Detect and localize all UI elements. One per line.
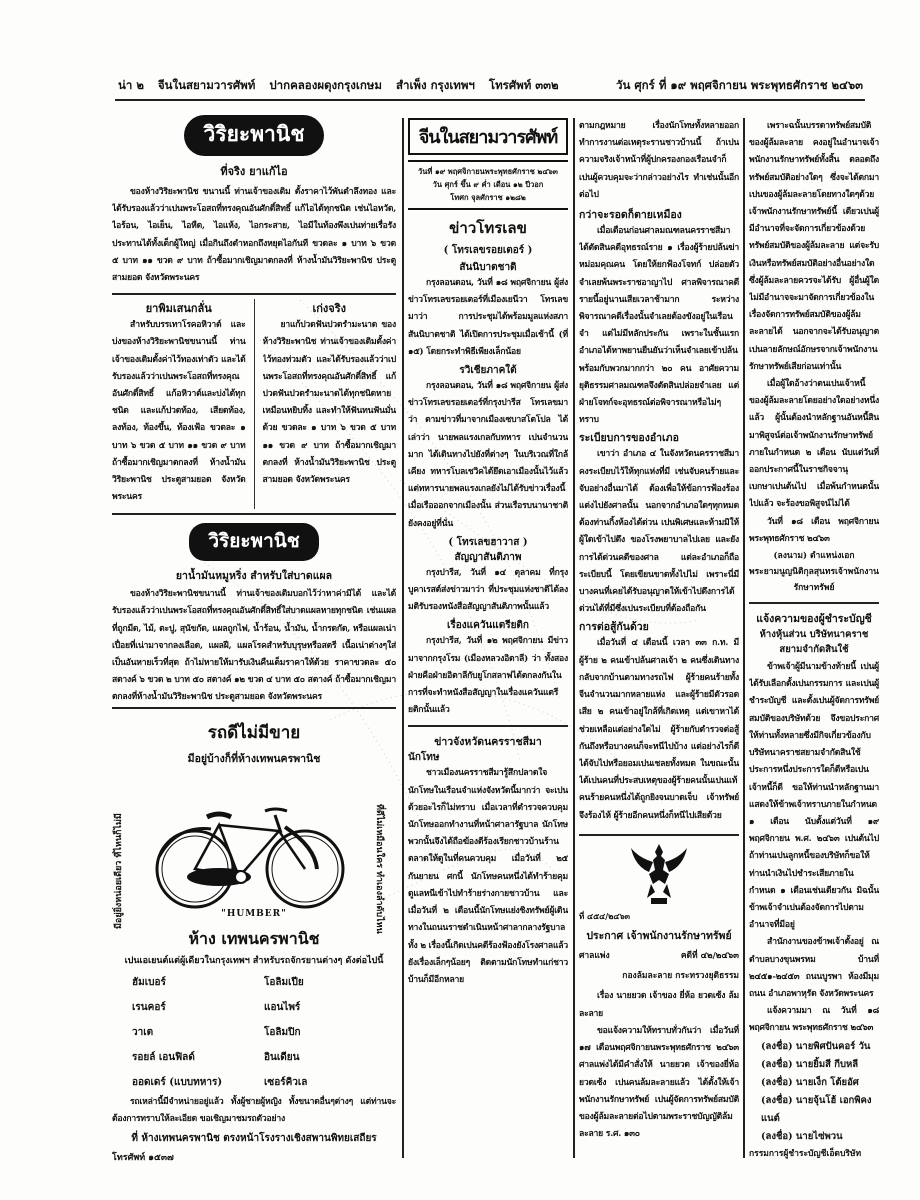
news-body: กรุงลอนดอน, วันที่ ๑๘ พฤศจิกายน ผู้ส่งข่าวโทรเลขรอยเตอร์ที่กรุงปารีส โทรเลขมาว่า ตามข่าวที่มาจากเมืองเซบาสโตโปล ได้เล่าว่า นายพลแรงเกลกับทหาร เปนจำนวนมาก ได้เดินทางไปยังที่ต่างๆ ในบริเวณที่ใกล้เคียง ทหารโบลเชวิคได้ยึดเอาเมืองนั้นไว้แล้ว แต่ทหารนายพลแรงเกลยังไม่ได้รับข่าวเรื่องนี้เมื่อเรือออกจากเมืองนั้น ส่วนเรือรบนานาชาติยังคงอยู่ที่นั่น — [408, 381, 568, 529]
ad-body: ของห้างวิริยะพานิช ขนานนี้ ท่านเจ้าของเดิม ตั้งราคาไว้พันตำลึงทอง และได้รับรองแล้วว่าเปนพระโอสถที่ทรงคุณอันศักดิ์สิทธิ์ แก้ไอได้ทุกชนิด เช่นไอหวัด, ไอร้อน, ไอเย็น, ไอหืด, ไอแห้ง, ไอกระสาย, ไอมีในท้องพึงเปนท่ายเรื่อรัง ประทานได้ทั้งเด็กผู้ใหญ่ เมื่อกินถึงตำหอกถึงหยุดไอกันที ขวดละ ๑ บาท ๖ ขวด ๕ บาท ๑๑ ขวด ๙ บาท ถ้าซื้อมากเชิญมาตกลงที่ ห้างน้ำมันวิริยะพานิช ประตูสามยอด จังหวัดพระนคร — [112, 187, 396, 284]
news-subheading: นักโทษ — [408, 752, 440, 764]
news-body: เมื่อเดือนก่อนศาลมณฑลนครราชสีมา ได้ตัดสินคดีอุทธรณ์ราย ๑ เรื่องผู้ร้ายปล้นฆ่าหม่อมคุณคน โดยให้ยกฟ้องโจทก์ ปล่อยตัวจำเลยพ้นพระราชอาญาไป ศาลพิจารณาคดีรายนี้อยู่นานเสียเวลาช้ามาก ระหว่างพิจารณาคดีเรื่องนั้นจำเลยต้องขังอยู่ในเรือนจำ แต่ไม่มีหลักประกัน เพราะในชั้นแรกอำเภอได้หาพยานยืนยันว่าเห็นจำเลยเข้าปล้นพร้อมกับพวกมากกว่า ๒๐ คน อาศัยความยุติธรรมศาลมณฑลจึงตัดสินปล่อยจำเลย แต่ฝ่ายโจทก์จะอุทธรณ์ต่อพิจารณาหรือไม่ๆ ทราบ — [579, 226, 739, 426]
ad-cough-medicine — [112, 115, 396, 287]
court: ศาลแพ่ง — [579, 951, 610, 962]
ad-body: ของห้างวิริยะพานิชขนานนี้ ท่านเจ้าของเดิมบอกไว้ว่าหาค่ามิได้ และได้รับรองแล้วว่าเปนพระโอสถที่ทรงคุณอันศักดิ์สิทธิ์ใส่บาดแผลหายทุกชนิด เช่นแผลที่ถูกมีด, ไม้, ตะปู, สุนัขกัด, แผลถูกไฟ, น้ำร้อน, น้ำมัน, น้ำกรดกัด, หรือแผลเน่าเปื่อยที่เน่ามาจากลงเลือด, แผลฝี, แผลโรคสำหรับบุรุษหรือสตรี เนื้อเน่าต่างๆใส่เป็นอันหายเร็วที่สุด ถ้าไม่หายให้มารับเงินคืนเต็มราคาให้ด้วย ราคาขวดละ ๕๐ สตางค์ ๖ ขวด ๒ บาท ๕๐ สตางค์ ๑๒ ขวด ๔ บาท ๕๐ สตางค์ ถ้าซื้อมากเชิญมาตกลงที่ห้างน้ำมันวิริยะพานิช ประตูสามยอด จังหวัดพระนคร — [112, 589, 396, 703]
ad-wound-oil — [112, 523, 396, 703]
store-phone: โทรศัพท์ ๑๕๓๗ — [112, 1152, 174, 1163]
ad-body: สำหรับบรรเทาโรคอหิวาต์ และบ่งของห้างวิริยะพานิชขนานนี้ ท่านเจ้าของเดิมตั้งค่าไว้ทองเท่าตัว และได้รับรองแล้วว่าเปนพระโอสถที่ทรงคุณอันศักดิ์สิทธิ์ แก้อหิวาต์และบ่งได้ทุกชนิด และแก้ปวดท้อง, เสียดท้อง, ลงท้อง, ท้องขึ้น, ท้องเฟ้อ ขวดละ ๑ บาท ๖ ขวด ๕ บาท ๑๑ ขวด ๙ บาท ถ้าซื้อมากเชิญมาตกลงที่ ห้างน้ำมันวิริยะพานิช ประตูสามยอด จังหวัดพระนคร — [112, 320, 246, 503]
bicycle-illustration — [147, 787, 347, 917]
ad-subtitle: ยาน้ำมันหมูหริ่ง สำหรับใส่บาดแผล — [175, 570, 333, 583]
signer-list — [749, 1038, 879, 1146]
side-text-right: ที่ดีไม่เหมือนใคร ทำเองลำดับไหน — [374, 804, 384, 934]
masthead-rule — [408, 208, 568, 210]
notice-body: เมื่อผู้ใดอ้างว่าตนเปนเจ้าหนี้ของผู้ล้มละลายโดยอย่างใดอย่างหนึ่งแล้ว ผู้นั้นต้องนำหลักฐานอันหนี้สินมาพิสูจน์ต่อเจ้าพนักงานรักษาทรัพย์ภายในกำหนด ๒ เดือน นับแต่วันที่ออกประกาศนี้ในราชกิจจานุเบกษาเปนต้นไป เมื่อพ้นกำหนดนั้นไปแล้ว จะร้องขอพิสูจน์ไม่ได้ — [749, 379, 879, 510]
lunar-date-line: วัน ศุกร์ ขึ้น ๙ ค่ำ เดือน ๑๒ ปีวอก — [432, 180, 544, 189]
model-item: วาเต — [132, 1027, 154, 1039]
ad-title: ยาพิมเสนกลั่น — [145, 302, 212, 316]
news-heading: ข่าวจังหวัดนครราชสีมา — [434, 736, 542, 749]
case-number: คดีที่ ๔๒/๒๔๖๓ — [680, 951, 739, 962]
ad-bicycle-details — [112, 953, 396, 1163]
model-item: เรนคอร์ — [132, 1002, 166, 1014]
page-number: น่า ๒ — [118, 78, 144, 92]
phone: โทรศัพท์ ๓๓๒ — [488, 78, 559, 92]
news-column — [579, 118, 739, 1178]
signer: (ลงชื่อ) นายยิ้มสี กีบหลี — [761, 1058, 859, 1070]
model-list — [112, 975, 396, 1090]
signature-block — [749, 548, 879, 596]
ad-subtitle: ที่จริง ยาแก้ไอ — [220, 165, 288, 178]
model-item: อินเดียน — [264, 1052, 300, 1064]
notice-number: ที่ ๔๕๔/๒๔๖๓ — [579, 911, 631, 922]
section-rule — [749, 602, 879, 604]
news-body: เขาว่า อำเภอ ๔ ในจังหวัดนครราชสีมาคงระเบียบไว้ให้ทุกแห่งที่มี เช่นจับคนร้ายและจับอย่างอื่นมาได้ ต้องเพื่อให้ข้อการฟ้องร้องแต่งไปยังศาลนั้น นอกจากอำเภอใดๆทุกหมด ต้องท่านกิ้งห้องได้ด่วน เปนพิเศษและห้ามมิให้ผู้ใดเข้าไปดึง ของโรงพยาบาลไปเลย และยังการได้ด่วนคดีของศาล แต่ละอำเภอก็ถือระเบียบนี้ โดยเขียนขาดทั้งไปไม่ เพราะนี่มีบางคนที่เคยได้รับอนุญาตให้เข้าไปดึงการได้ด่วนได้ที่มีซึ่งเปนระเบียบที่ต้องถือกัน — [579, 449, 739, 615]
section-rule — [112, 707, 396, 709]
news-body: ชาวเมืองนครราชสีมารู้สึกปลาดใจนักโทษในเรือนจำแห่งจังหวัดนี้มากว่า จะเปนด้วยอะไรก็ไม่ทราบ เมื่อเวลาที่ตำรวจควบคุมนักโทษออกทำงานที่หน้าศาลารัฐบาล นักโทษพวกนั้นจึงได้ถือฆ้องตีร้องเรียกชาวบ้านร้านตลาดให้ดูในที่คนควบคุม เมื่อวันที่ ๒๕ กันยายน ศกนี้ นักโทษคนหนึ่งได้ทำร้ายคุมดูแลหนีเข้าไปทำร้ายร่างกายชาวบ้าน และเมื่อวันที่ ๒ เดือนนี้นักโทษแย่งชิงทรัพย์ผู้เดินทางในถนนราชดำเนินหน้าศาลากลางรัฐบาล ทั้ง ๒ เรื่องนี้เกิดเปนคดีร้องฟ้องยังโรงศาลแล้ว ยังเรื่องเล็กๆน้อยๆ ติดตามนักโทษทำแก่ชาวบ้านก็มีอีกหลาย — [408, 768, 568, 985]
column-divider — [402, 118, 404, 1158]
brand-label: "HUMBER" — [221, 909, 287, 920]
notice-body: ข้าพเจ้าผู้มีนามข้างท้ายนี้ เปนผู้ได้รับเลือกตั้งเปนกรรมการ และเปนผู้ชำระบัญชี และตั้งเปนผู้จัดการทรัพย์สมบัติของบริษัทด้วย จึงขอประกาศให้ท่านทั้งหลายซึ่งมีกิจเกี่ยวข้องกับบริษัทนาคราชสยามจำกัดสินใช้ ประการหนึ่งประการใดก็ดีหรือเปนเจ้าหนี้ก็ดี ขอให้ท่านนำหลักฐานมาแสดงให้ข้าพเจ้าทราบภายในกำหนด ๑ เดือน นับตั้งแต่วันที่ ๑๙ พฤศจิกายน พ.ศ. ๒๔๖๓ เปนต้นไป ถ้าท่านเปนลูกหนี้ของบริษัทก็ขอให้ท่านนำเงินไปชำระเสียภายในกำหนด ๑ เดือนเช่นเดียวกัน มิฉนั้นข้าพเจ้าจำเปนต้องจัดการไปตามอำนาจที่มีอยู่ — [749, 662, 879, 931]
model-item: ฮัมเบอร์ — [132, 977, 166, 989]
notice-footer: กรรมการผู้ชำระบัญชีเอ็ดบริษัท — [749, 1148, 862, 1159]
signer: (ลงชื่อ) นายเง็ก โต้ยอัศ — [761, 1076, 859, 1088]
ad-headline: รถดีไม่มีขาย — [207, 723, 301, 744]
ad-pair — [112, 299, 396, 509]
ad-banner: วิริยะพานิช — [189, 523, 319, 561]
advertisement-column — [112, 115, 396, 1175]
ad-banner: วิริยะพานิช — [184, 115, 324, 156]
paper-title: จีนในสยามวารศัพท์ — [157, 78, 256, 92]
news-column — [408, 118, 568, 1178]
news-heading: สัญญาสันติภาพ — [454, 551, 522, 563]
ad-note: รถเหล่านี้มีจำหน่ายอยู่แล้ว ทั้งผู้ชายผู้หญิง ทั้งขนาดอื่นๆต่างๆ แต่ท่านจะต้องการทราบให้ละเอียด ขอเชิญมาชมรถตัวอย่าง — [112, 1097, 396, 1125]
ministry: กองล้มละลาย กระทรวงยุติธรรม — [622, 971, 739, 982]
ad-bicycle — [112, 719, 396, 1163]
section-subtitle: ( โทรเลขฮาวาส ) — [448, 536, 528, 548]
news-body: กรุงปารีส, วันที่ ๑๒ พฤศจิกายน มีข่าวมาจากกรุงโรม (เมืองหลวงอิตาลี) ว่า ทั้งสองฝ่ายคือฝ่ายอิตาลีกับยูโกสลาฟได้ตกลงกันในการที่จะทำหนังสือสัญญาในเรื่องแควันแตรียติกนั้นแล้ว — [408, 636, 568, 716]
notice-body: ขอแจ้งความให้ทราบทั่วกันว่า เมื่อวันที่ ๑๗ เดือนพฤศจิกายนพระพุทธศักราช ๒๔๖๓ ศาลแพ่งได้มีคำสั่งให้ นายยวด เจ้าของยี่ห้อ ยวดเซ้ง เปนคนล้มละลายแล้ว ได้ตั้งให้เจ้าพนักงานรักษาทรัพย์ เปนผู้จัดการทรัพย์สมบัติของผู้ล้มละลายต่อไปตามพระราชบัญญัติล้มละลาย ร.ศ. ๑๓๐ — [579, 1025, 739, 1140]
masthead-rule — [408, 160, 568, 162]
issue-date: วัน ศุกร์ ที่ ๑๙ พฤศจิกายน พระพุทธศักราช ๒๔๖๓ — [616, 78, 863, 92]
office-location: ปากคลองผดุงกรุงเกษม — [269, 78, 382, 92]
model-item: โอลิมปิก — [264, 1027, 301, 1039]
notice-meta — [579, 948, 739, 962]
news-heading: เรื่องแควันแตรียติก — [447, 620, 529, 632]
column-divider — [743, 118, 745, 1158]
notice-subtitle: ห้างหุ้นส่วน บริษัทนาคราชสยามจำกัดสินใช้ — [759, 629, 869, 656]
signer-title: พระยามนูญนิติกุลสุนทรเจ้าพนักงานรักษาทรัพย์ — [749, 567, 879, 594]
garuda-emblem — [579, 840, 739, 910]
ad-body: ยาแก้ปวดฟันปวดรำมะนาด ของห้างวิริยะพานิช ท่านเจ้าของเดิมตั้งค่าไว้ทองท่วมตัว และได้รับรองแล้วว่าเปนพระโอสถที่ทรงคุณอันศักดิ์สิทธิ์ แก้ปวดฟันปวดรำมะนาดได้ทุกชนิดหายเหมือนหยิบทิ้ง และทำให้ฟันทนฟันมั่นด้วย ขวดละ ๑ บาท ๖ ขวด ๕ บาท ๑๑ ขวด ๙ บาท ถ้าซื้อมากเชิญมาตกลงที่ ห้างน้ำมันวิริยะพานิช ประตูสามยอด จังหวัดพระนคร — [262, 320, 396, 486]
section-rule — [408, 725, 568, 727]
section-title: ข่าวโทรเลข — [449, 219, 527, 237]
store-address: ที่ ห้างเทพนครพานิช ตรงหน้าโรงรางเชิงสพานพิทยเสถียร — [131, 1132, 377, 1144]
folio-header — [118, 75, 863, 97]
notice-date: วันที่ ๑๘ เดือน พฤศจิกายน พระพุทธศักราช ๒๔๖๓ — [749, 516, 879, 544]
news-heading: รวิเชียภาคใต้ — [459, 365, 517, 377]
notice-title: แจ้งความของผู้ชำระบัญชี — [756, 613, 872, 626]
side-text-left: มีอยู่ยิ่งหน่อยเดียว ที่ไหนก็ไม่มี — [114, 813, 124, 930]
model-item: ออดเดร์ (แบบทหาร) — [132, 1077, 223, 1089]
column-divider — [254, 299, 255, 509]
news-body: กรุงปารีส, วันที่ ๑๔ ตุลาคม ที่กรุงบูคาเรสต์ส่งข่าวมาว่า ที่ประชุมแห่งชาติได้ลงมติรับรองหนังสือสัญญาสันติภาพนั้นแล้ว — [408, 567, 568, 613]
signer: (ลงชื่อ) นายไซ่พวน — [761, 1130, 843, 1142]
agency-intro: เปนเอเยนต์แต่ผู้เดียวในกรุงเทพฯ สำหรับรถจักรยานต่างๆ ดังต่อไปนี้ — [124, 956, 384, 967]
notice-date: แจ้งความมา ณ วันที่ ๑๘ พฤศจิกายน พระพุทธศักราช ๒๔๖๓ — [749, 1006, 879, 1034]
news-body: กรุงลอนดอน, วันที่ ๑๘ พฤศจิกายน ผู้ส่งข่าวโทรเลขรอยเตอร์ที่เมืองเยนีวา โทรเลขมาว่า การประชุมได้พร้อมมูลแห่งสภาสันนิบาตชาติ ได้เปิดการประชุมเมื่อเช้านี้ (ที่ ๑๕) โดยกระทำพิธีเพียงเล็กน้อย — [408, 278, 568, 357]
news-heading: กว่าจะรอดก็ตายเหมือง — [579, 209, 682, 222]
garuda-icon — [629, 840, 689, 906]
ad-camphor — [112, 299, 246, 509]
notice-body: เพราะฉนั้นบรรดาทรัพย์สมบัติของผู้ล้มละลาย คงอยู่ในอำนาจเจ้าพนักงานรักษาทรัพย์ทั้งสิ้น ตลอดถึงทรัพย์สมบัติอย่างใดๆ ซึ่งจะได้ตกมาเปนของผู้ล้มละลายโดยทางใดๆด้วย เจ้าพนักงานรักษาทรัพย์นี้ เดียวเปนผู้มีอำนาจที่จะจัดการเกี่ยวข้องด้วยทรัพย์สมบัติของผู้ล้มละลาย แต่จะรับเงินหรือทรัพย์สมบัติอย่างอื่นอย่างใดซึ่งผู้ล้มละลายควรจะได้รับ ผู้อื่นผู้ใดไม่มีอำนาจจะมาจัดการเกี่ยวข้องในเรื่องจัดการทรัพย์สมบัติของผู้ล้มละลายได้ นอกจากจะได้รับอนุญาตเปนลายลักษณ์อักษรจากเจ้าพนักงานรักษาทรัพย์เสียก่อนเท่านั้น — [749, 121, 879, 372]
news-heading: สันนิบาตชาติ — [459, 262, 517, 273]
city: สำเพ็ง กรุงเทพฯ — [395, 78, 475, 92]
notice-title: ประกาศ เจ้าพนักงานรักษาทรัพย์ — [586, 930, 732, 943]
model-item: โอลิมเปีย — [264, 977, 304, 989]
notice-column — [749, 118, 879, 1178]
store-name: ห้าง เทพนครพานิช — [188, 929, 320, 949]
signer: (ลงชื่อ) นายจุ้นโฮ้ เอกพิคงแนต์ — [761, 1094, 872, 1124]
section-rule — [112, 513, 396, 515]
ad-subline: มีอยู่บ้างก็ที่ห้างเทพนครพานิช — [187, 753, 321, 766]
section-rule — [112, 293, 396, 295]
signature: (ลงนาม) ตำแหน่งเอก — [773, 551, 855, 562]
ad-title: เก่งจริง — [312, 302, 346, 316]
header-rule — [115, 99, 865, 101]
news-heading: การต่อสู้กันด้วย — [579, 621, 649, 634]
masthead: จีนในสยามวารศัพท์ — [408, 118, 568, 155]
masthead-dates — [408, 165, 568, 204]
era-line: โทศก จุลศักราช ๑๒๘๒ — [450, 193, 526, 202]
news-heading: ระเบียบการของอำเภอ — [579, 432, 679, 445]
column-divider — [573, 118, 575, 1158]
notice-subject: เรื่อง นายยวด เจ้าของ ยี่ห้อ ยวดเซ้ง ล้มละลาย — [579, 991, 739, 1019]
news-body: ตามกฎหมาย เรื่องนักโทษทั้งหลายออกทำการงานต่อเหตุระรานชาวบ้านนี้ ถ้าเปนความจริงเจ้าหน้าที่ผู้ปกครองกองเรือนจำก็เปนผู้ควบคุมจะว่ากล่าวอย่างไร ทำเช่นนั้นอีกต่อไป — [579, 121, 739, 200]
issue-date-line: วันที่ ๑๙ พฤศจิกายนพระพุทธศักราช ๒๔๖๓ — [418, 167, 558, 176]
model-item: แอนไพร์ — [264, 1002, 301, 1014]
section-rule — [579, 834, 739, 836]
ad-toothache — [263, 299, 397, 509]
model-item: เซอร์คิวเล — [264, 1077, 308, 1089]
model-item: รอยล์ เอนฟิลด์ — [132, 1052, 195, 1064]
news-body: เมื่อวันที่ ๔ เดือนนี้ เวลา ๓๓ ก.ท. มีผู้ร้าย ๒ คนเข้าปล้นศาลเจ้า ๒ คนซึ่งเดินทางกลับจากบ้านตามทางรถไฟ ผู้ร้ายคนร้ายทั้งจีนจำนวนมากหลายแห่ง และผู้ร้ายมีตัวรอดเสีย ๒ คนเข้าอยู่ใกล้ที่เกิดเหตุ แต่เขาหาได้ช่วยเหลือแต่อย่างใดไม่ ผู้ร้ายกับตำรวจต่อสู้กันถึงหรือบางคนก็จะหนีไปบ้าง แต่อย่างไรก็ดีได้จับไปหรือยอมเปนเชลยทั้งหมด ในขณะนั้นได้เปนคนที่ประสบเหตุของผู้ร้ายคนนั้นเปนแท้ คนร้ายคนหนึ่งได้ถูกยิงจนบาดเจ็บ เจ้าทรัพย์จึงร้องไห้ ผู้ร้ายอีกคนหนึ่งก็หนีไปเสียด้วย — [579, 638, 739, 821]
office-address: สำนักงานของข้าพเจ้าตั้งอยู่ ณ ตำบลบางขุนพรหม บ้านที่ ๒๔๕๑-๒๔๕๓ ถนนบูรพา ห้องมีมุมถนน อำเภอพาหุรัด จังหวัดพระนคร — [749, 937, 879, 999]
section-subtitle: ( โทรเลขรอยเตอร์ ) — [443, 245, 533, 256]
signer: (ลงชื่อ) นายพิศปันคอร์ วัน — [761, 1040, 871, 1052]
